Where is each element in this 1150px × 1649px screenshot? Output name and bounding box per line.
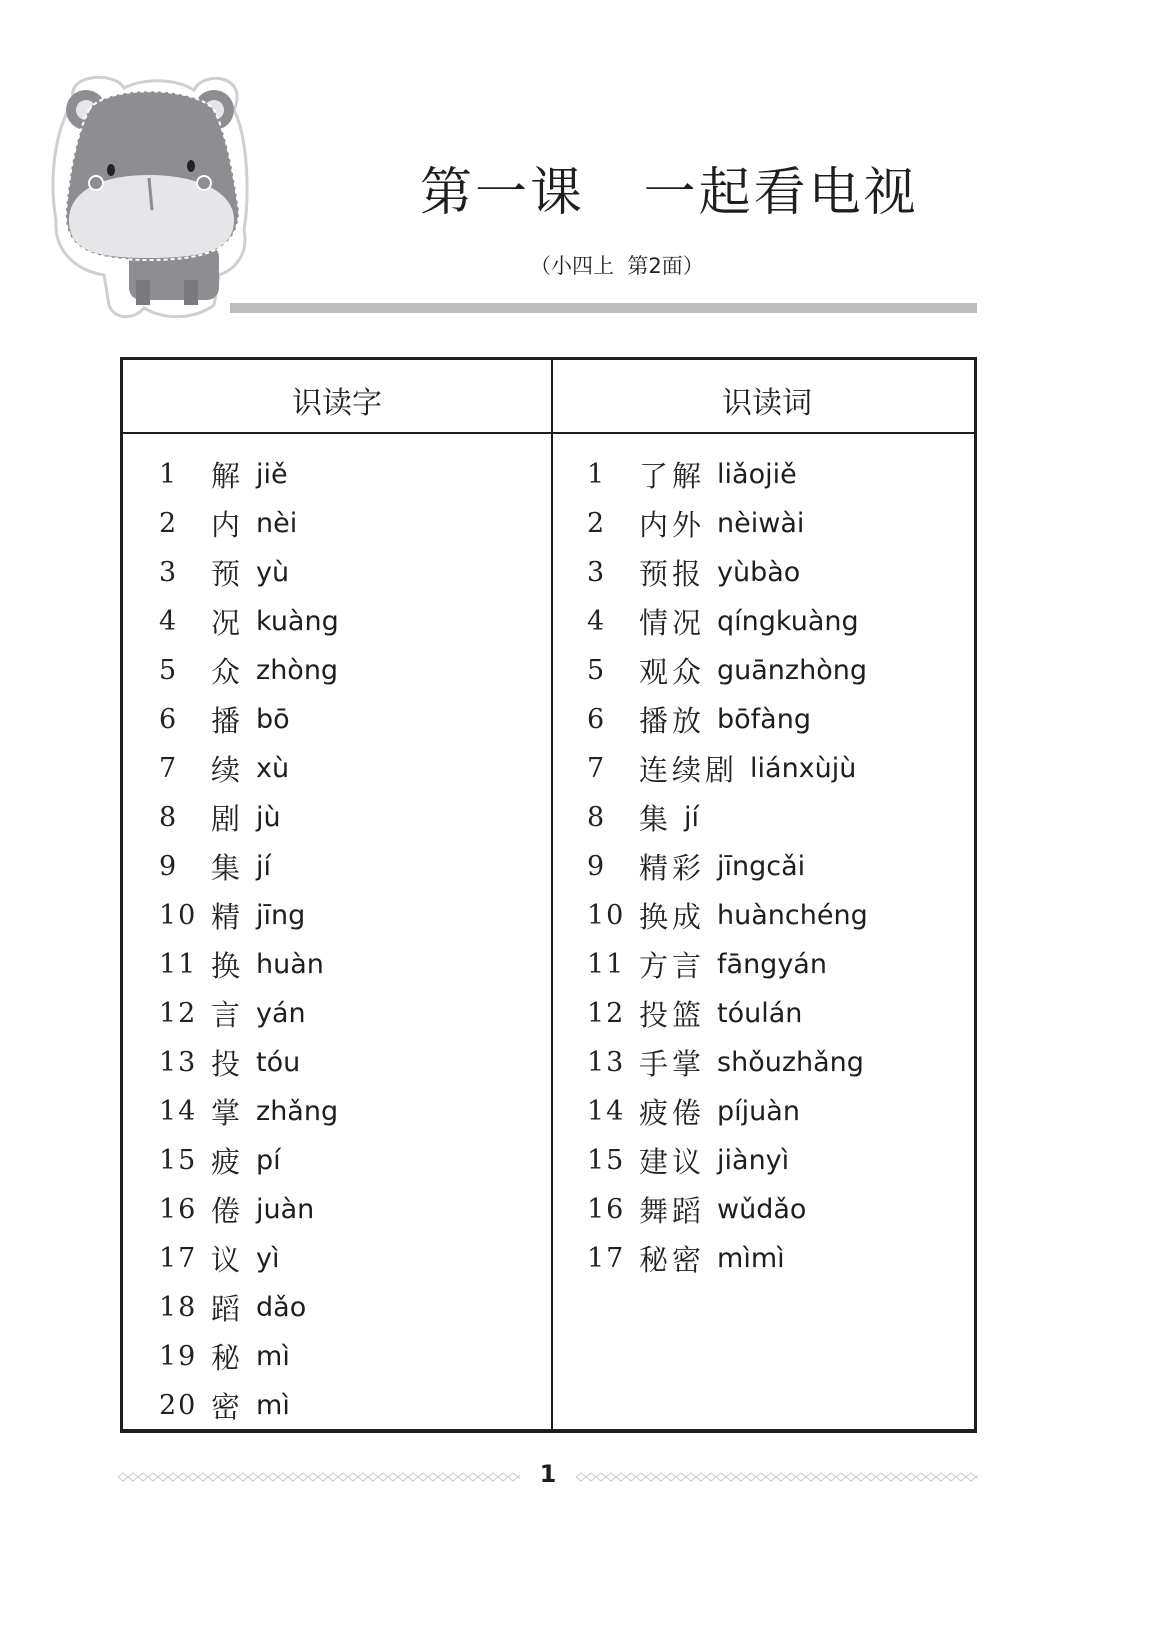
page-number: 1 — [539, 1460, 557, 1488]
list-item — [587, 1136, 868, 1185]
item-number: 17 — [159, 1243, 198, 1274]
item-number: 9 — [587, 851, 607, 882]
item-number: 20 — [159, 1390, 198, 1421]
item-number: 11 — [159, 949, 198, 980]
list-item — [587, 597, 868, 646]
item-hanzi: 播 — [211, 704, 245, 738]
list-item — [159, 793, 339, 842]
item-hanzi: 秘密 — [639, 1243, 706, 1277]
item-pinyin: zhòng — [256, 655, 339, 686]
item-pinyin: zhǎng — [256, 1096, 339, 1127]
item-number: 5 — [587, 655, 607, 686]
page-subtitle: （小四上 第2面） — [530, 254, 704, 278]
item-hanzi: 换成 — [639, 900, 706, 934]
list-item — [159, 548, 339, 597]
item-pinyin: mì — [256, 1390, 290, 1421]
word-list — [587, 450, 868, 1283]
item-pinyin: jiě — [256, 459, 288, 490]
item-pinyin: jiànyì — [717, 1145, 790, 1176]
item-hanzi: 秘 — [211, 1341, 245, 1375]
list-item — [159, 1136, 339, 1185]
item-hanzi: 续 — [211, 753, 245, 787]
page-footer — [118, 1462, 978, 1492]
list-item — [587, 940, 868, 989]
decorative-chain-left — [118, 1472, 520, 1482]
list-item — [159, 1234, 339, 1283]
item-pinyin: nèi — [256, 508, 298, 539]
list-item — [587, 1087, 868, 1136]
list-item — [587, 842, 868, 891]
list-item — [159, 744, 339, 793]
item-pinyin: nèiwài — [717, 508, 805, 539]
item-number: 11 — [587, 949, 626, 980]
item-number: 14 — [587, 1096, 626, 1127]
item-number: 18 — [159, 1292, 198, 1323]
item-pinyin: yù — [256, 557, 290, 588]
item-pinyin: juàn — [256, 1194, 315, 1225]
list-item — [159, 1381, 339, 1430]
item-hanzi: 集 — [211, 851, 245, 885]
item-pinyin: huànchéng — [717, 900, 868, 931]
item-hanzi: 倦 — [211, 1194, 245, 1228]
item-number: 16 — [587, 1194, 626, 1225]
item-number: 3 — [587, 557, 607, 588]
item-hanzi: 观众 — [639, 655, 706, 689]
item-number: 9 — [159, 851, 179, 882]
item-pinyin: fāngyán — [717, 949, 827, 980]
column-header-words: 识读词 — [722, 386, 812, 421]
item-hanzi: 蹈 — [211, 1292, 245, 1326]
item-number: 15 — [587, 1145, 626, 1176]
item-hanzi: 解 — [211, 459, 245, 493]
item-pinyin: guānzhòng — [717, 655, 867, 686]
item-hanzi: 疲倦 — [639, 1096, 706, 1130]
decorative-chain-right — [576, 1472, 978, 1482]
item-pinyin: jīngcǎi — [717, 851, 806, 882]
item-hanzi: 精 — [211, 900, 245, 934]
item-hanzi: 情况 — [639, 606, 706, 640]
column-divider — [551, 360, 553, 1429]
item-number: 19 — [159, 1341, 198, 1372]
list-item — [159, 597, 339, 646]
list-item — [587, 793, 868, 842]
item-hanzi: 剧 — [211, 802, 245, 836]
item-number: 5 — [159, 655, 179, 686]
item-hanzi: 预报 — [639, 557, 706, 591]
list-item — [159, 450, 339, 499]
list-item — [159, 891, 339, 940]
item-hanzi: 连续剧 — [639, 753, 739, 787]
item-hanzi: 舞蹈 — [639, 1194, 706, 1228]
list-item — [159, 940, 339, 989]
item-number: 2 — [159, 508, 179, 539]
item-hanzi: 方言 — [639, 949, 706, 983]
vocabulary-table — [120, 357, 977, 1433]
item-hanzi: 投 — [211, 1047, 245, 1081]
item-pinyin: shǒuzhǎng — [717, 1047, 864, 1078]
list-item — [587, 646, 868, 695]
item-number: 8 — [587, 802, 607, 833]
item-hanzi: 内外 — [639, 508, 706, 542]
item-pinyin: bōfàng — [717, 704, 811, 735]
item-number: 10 — [159, 900, 198, 931]
item-number: 7 — [587, 753, 607, 784]
item-number: 6 — [159, 704, 179, 735]
list-item — [587, 1234, 868, 1283]
item-pinyin: huàn — [256, 949, 324, 980]
list-item — [159, 1283, 339, 1332]
item-pinyin: dǎo — [256, 1292, 307, 1323]
page-title: 第一课 一起看电视 — [420, 163, 919, 223]
item-pinyin: píjuàn — [717, 1096, 800, 1127]
item-hanzi: 精彩 — [639, 851, 706, 885]
item-number: 3 — [159, 557, 179, 588]
item-pinyin: xù — [256, 753, 290, 784]
item-number: 8 — [159, 802, 179, 833]
item-hanzi: 况 — [211, 606, 245, 640]
item-hanzi: 众 — [211, 655, 245, 689]
list-item — [159, 646, 339, 695]
list-item — [159, 1038, 339, 1087]
item-hanzi: 了解 — [639, 459, 706, 493]
item-number: 17 — [587, 1243, 626, 1274]
item-pinyin: yì — [256, 1243, 280, 1274]
list-item — [159, 499, 339, 548]
header-rule — [230, 303, 977, 313]
item-pinyin: tóulán — [717, 998, 803, 1029]
item-number: 6 — [587, 704, 607, 735]
item-hanzi: 手掌 — [639, 1047, 706, 1081]
item-pinyin: bō — [256, 704, 290, 735]
header-divider — [123, 432, 974, 434]
item-pinyin: pí — [256, 1145, 281, 1176]
item-number: 1 — [159, 459, 179, 490]
item-number: 12 — [587, 998, 626, 1029]
list-item — [159, 842, 339, 891]
item-pinyin: yán — [256, 998, 306, 1029]
item-hanzi: 预 — [211, 557, 245, 591]
list-item — [159, 1087, 339, 1136]
item-hanzi: 内 — [211, 508, 245, 542]
item-number: 13 — [159, 1047, 198, 1078]
item-pinyin: liánxùjù — [750, 753, 857, 784]
item-pinyin: jí — [256, 851, 272, 882]
list-item — [159, 695, 339, 744]
character-list — [159, 450, 339, 1430]
item-hanzi: 播放 — [639, 704, 706, 738]
item-number: 4 — [159, 606, 179, 637]
item-pinyin: tóu — [256, 1047, 301, 1078]
item-hanzi: 建议 — [639, 1145, 706, 1179]
item-pinyin: wǔdǎo — [717, 1194, 807, 1225]
item-pinyin: mì — [256, 1341, 290, 1372]
item-hanzi: 投篮 — [639, 998, 706, 1032]
item-number: 10 — [587, 900, 626, 931]
item-hanzi: 掌 — [211, 1096, 245, 1130]
list-item — [587, 695, 868, 744]
item-pinyin: liǎojiě — [717, 459, 797, 490]
item-number: 14 — [159, 1096, 198, 1127]
list-item — [587, 989, 868, 1038]
item-number: 7 — [159, 753, 179, 784]
list-item — [159, 989, 339, 1038]
item-hanzi: 集 — [639, 802, 673, 836]
item-number: 12 — [159, 998, 198, 1029]
item-hanzi: 议 — [211, 1243, 245, 1277]
list-item — [159, 1332, 339, 1381]
item-pinyin: jīng — [256, 900, 306, 931]
list-item — [159, 1185, 339, 1234]
item-pinyin: kuàng — [256, 606, 339, 637]
item-pinyin: jù — [256, 802, 281, 833]
item-hanzi: 疲 — [211, 1145, 245, 1179]
item-pinyin: qíngkuàng — [717, 606, 859, 637]
item-pinyin: jí — [684, 802, 700, 833]
list-item — [587, 1038, 868, 1087]
item-number: 16 — [159, 1194, 198, 1225]
item-pinyin: mìmì — [717, 1243, 785, 1274]
item-hanzi: 换 — [211, 949, 245, 983]
list-item — [587, 499, 868, 548]
item-number: 13 — [587, 1047, 626, 1078]
item-hanzi: 密 — [211, 1390, 245, 1424]
list-item — [587, 744, 868, 793]
list-item — [587, 548, 868, 597]
item-number: 4 — [587, 606, 607, 637]
item-pinyin: yùbào — [717, 557, 801, 588]
item-number: 1 — [587, 459, 607, 490]
column-header-characters: 识读字 — [292, 386, 382, 421]
item-hanzi: 言 — [211, 998, 245, 1032]
list-item — [587, 1185, 868, 1234]
item-number: 15 — [159, 1145, 198, 1176]
list-item — [587, 891, 868, 940]
item-number: 2 — [587, 508, 607, 539]
list-item — [587, 450, 868, 499]
